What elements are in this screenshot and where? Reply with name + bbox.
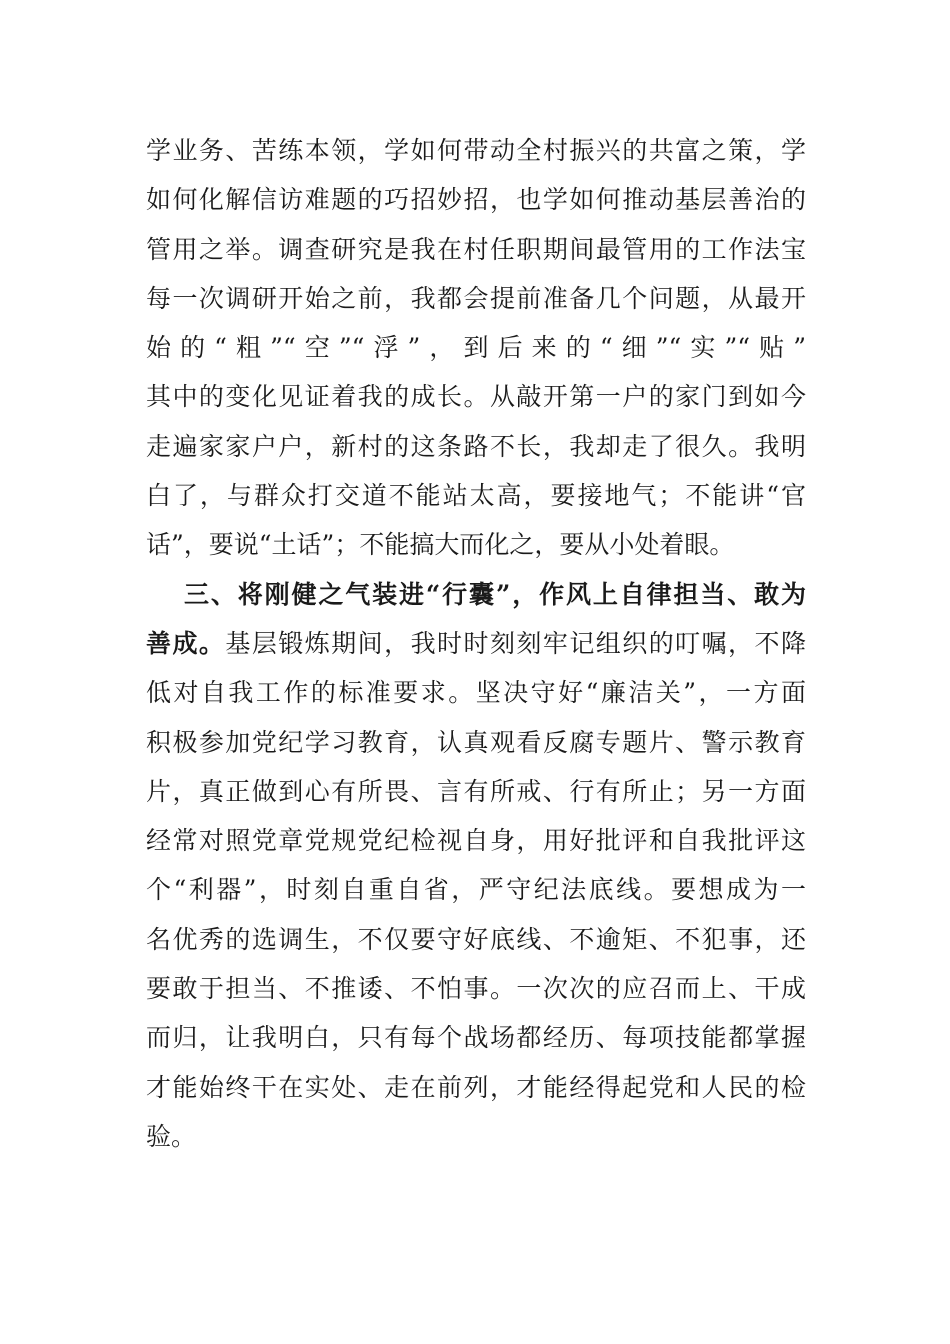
paragraph-line: 白了，与群众打交道不能站太高，要接地气；不能讲“官 — [146, 481, 806, 511]
paragraph-line: 要敢于担当、不推诿、不怕事。一次次的应召而上、干成 — [146, 974, 806, 1004]
section-heading: 三、将刚健之气装进“行囊”，作风上自律担当、敢为 — [184, 579, 806, 609]
paragraph-line: 如何化解信访难题的巧招妙招，也学如何推动基层善治的 — [146, 185, 806, 215]
paragraph-line: 走遍家家户户，新村的这条路不长，我却走了很久。我明 — [146, 431, 806, 461]
paragraph-line: 才能始终干在实处、走在前列，才能经得起党和人民的检 — [146, 1072, 806, 1102]
paragraph-line: 每一次调研开始之前，我都会提前准备几个问题，从最开 — [146, 283, 806, 313]
paragraph-line: 而归，让我明白，只有每个战场都经历、每项技能都掌握 — [146, 1023, 806, 1053]
paragraph-line: 个“利器”，时刻自重自省，严守纪法底线。要想成为一 — [146, 875, 806, 905]
paragraph-line: 管用之举。调查研究是我在村任职期间最管用的工作法宝 — [146, 234, 806, 264]
paragraph-line: 片，真正做到心有所畏、言有所戒、行有所止；另一方面 — [146, 776, 806, 806]
paragraph-line: 积极参加党纪学习教育，认真观看反腐专题片、警示教育 — [146, 727, 806, 757]
paragraph-line: 低对自我工作的标准要求。坚决守好“廉洁关”，一方面 — [146, 678, 806, 708]
paragraph-line: 经常对照党章党规党纪检视自身，用好批评和自我批评这 — [146, 826, 806, 856]
paragraph-line: 验。 — [146, 1121, 197, 1151]
section-heading-continuation — [146, 619, 806, 668]
paragraph-line: 始的“粗”“空”“浮”，到后来的“细”“实”“贴” — [146, 333, 806, 363]
paragraph-line: 其中的变化见证着我的成长。从敲开第一户的家门到如今 — [146, 382, 806, 412]
paragraph-line: 名优秀的选调生，不仅要守好底线、不逾矩、不犯事，还 — [146, 924, 806, 954]
document-body — [146, 126, 806, 1161]
paragraph-line: 话”，要说“土话”；不能搞大而化之，要从小处着眼。 — [146, 530, 735, 560]
section-heading-end: 善成。 — [146, 628, 226, 658]
paragraph-text: 基层锻炼期间，我时时刻刻牢记组织的叮嘱，不降 — [225, 628, 806, 658]
paragraph-line: 学业务、苦练本领，学如何带动全村振兴的共富之策，学 — [146, 136, 806, 165]
